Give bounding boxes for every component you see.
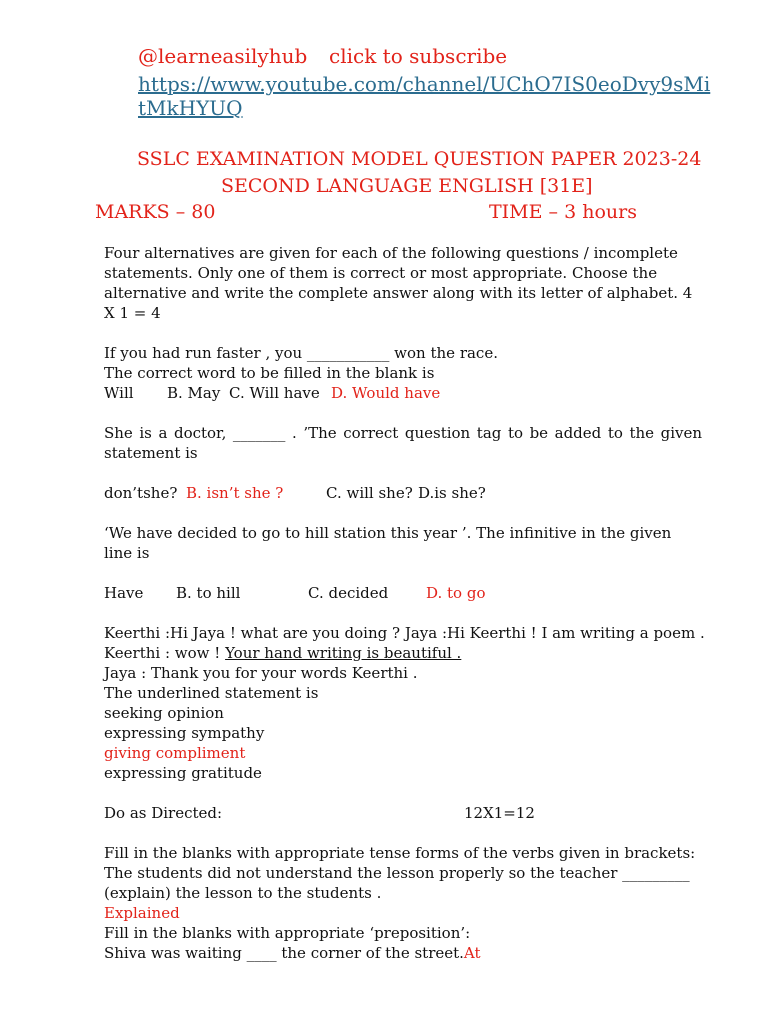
channel-handle: @learneasilyhub	[138, 44, 308, 68]
time-label: TIME – 3 hours	[489, 201, 637, 223]
option-d: D.is she?	[418, 484, 486, 502]
section-marks: 12X1=12	[464, 804, 535, 822]
instructions	[104, 243, 702, 323]
option-b: B. to hill	[176, 584, 241, 602]
question-stem: (explain) the lesson to the students .	[104, 884, 382, 902]
question-instruction: Fill in the blanks with appropriate tense forms of the verbs given in brackets:	[104, 844, 696, 862]
option-d-answer: D. to go	[426, 584, 486, 602]
option-c: C. Will have	[229, 384, 320, 402]
question-4	[104, 623, 705, 783]
question-3	[104, 523, 702, 603]
question-stem: The students did not understand the lesson properly so the teacher _________	[104, 864, 690, 882]
answer: Explained	[104, 904, 180, 922]
question-instruction: Fill in the blanks with appropriate ‘preposition’:	[104, 924, 471, 942]
option-d: expressing gratitude	[104, 764, 262, 782]
option-a: don’tshe?	[104, 484, 178, 502]
instruction-line: statements. Only one of them is correct or most appropriate. Choose the	[104, 264, 658, 282]
question-2	[104, 423, 702, 503]
options-row	[104, 483, 702, 503]
question-6	[104, 923, 702, 963]
dialogue-line: Keerthi :Hi Jaya ! what are you doing ? Jaya :Hi Keerthi ! I am writing a poem .	[104, 624, 705, 642]
option-c: C. decided	[308, 584, 389, 602]
question-1	[104, 343, 702, 403]
instruction-line: alternative and write the complete answer along with its letter of alphabet. 4	[104, 284, 693, 302]
option-a: Will	[104, 384, 134, 402]
paper-title: SSLC EXAMINATION MODEL QUESTION PAPER 2023-24	[137, 148, 702, 170]
question-5	[104, 843, 702, 923]
option-c-answer: giving compliment	[104, 744, 246, 762]
section-heading-row	[104, 803, 702, 823]
question-prompt: The correct word to be filled in the blank is	[104, 364, 435, 382]
instruction-line: X 1 = 4	[104, 304, 161, 322]
youtube-url-line1[interactable]: https://www.youtube.com/channel/UChO7IS0eoDvy9sMi	[138, 72, 711, 96]
option-a: seeking opinion	[104, 704, 224, 722]
section-heading: Do as Directed:	[104, 804, 223, 822]
instruction-line: Four alternatives are given for each of the following questions / incomplete	[104, 244, 678, 262]
option-b: expressing sympathy	[104, 724, 265, 742]
answer: At	[463, 944, 481, 962]
question-stem: If you had run faster , you ___________ won the race.	[104, 344, 498, 362]
dialogue-prefix: Keerthi : wow !	[104, 644, 226, 662]
question-stem: ‘We have decided to go to hill station this year ’. The infinitive in the given line is	[104, 524, 672, 562]
question-stem: She is a doctor, _______ . ’The correct question tag to be added to the given statement is	[104, 424, 702, 462]
question-body	[104, 243, 705, 963]
question-stem-line	[104, 943, 702, 963]
options-row	[104, 583, 702, 603]
question-stem: Shiva was waiting ____ the corner of the street.	[104, 944, 464, 962]
paper-subtitle: SECOND LANGUAGE ENGLISH [31E]	[221, 175, 593, 197]
question-prompt: The underlined statement is	[104, 684, 319, 702]
marks-label: MARKS – 80	[95, 201, 216, 223]
option-a: Have	[104, 584, 144, 602]
underlined-statement: Your hand writing is beautiful .	[225, 644, 462, 662]
dialogue-line: Jaya : Thank you for your words Keerthi .	[104, 664, 418, 682]
option-b: B. May	[167, 384, 221, 402]
dialogue-line	[104, 643, 702, 663]
options-row	[104, 383, 702, 403]
option-d-answer: D. Would have	[331, 384, 441, 402]
subscribe-link[interactable]: click to subscribe	[329, 44, 508, 68]
option-c: C. will she?	[326, 484, 413, 502]
option-b-answer: B. isn’t she ?	[186, 484, 284, 502]
youtube-url-line2[interactable]: tMkHYUQ	[138, 96, 243, 120]
